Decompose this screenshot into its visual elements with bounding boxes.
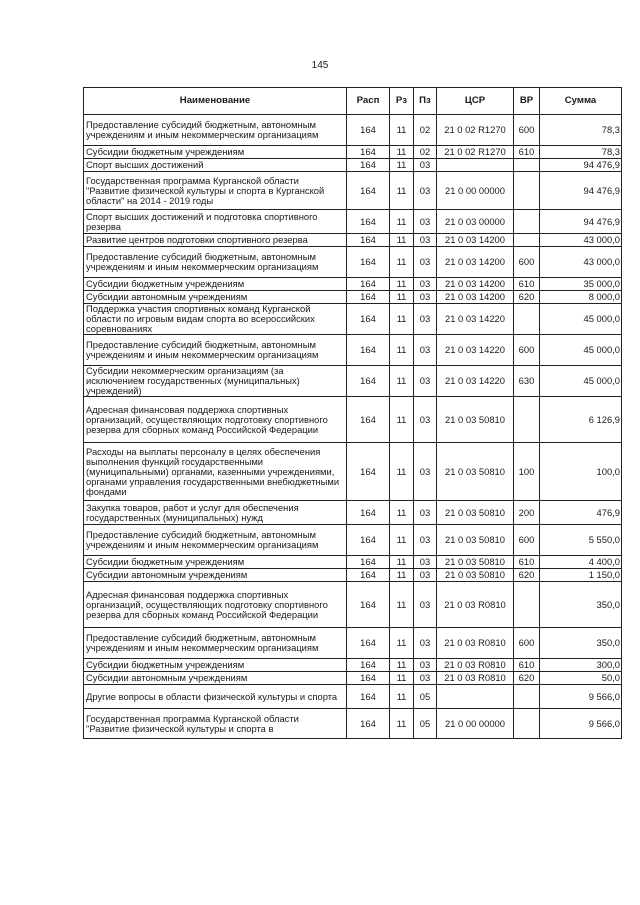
row-csr: 21 0 03 50810 — [437, 556, 514, 569]
row-vr: 620 — [514, 291, 540, 304]
row-vr — [514, 582, 540, 628]
row-sum: 476,9 — [540, 501, 622, 525]
row-sum: 8 000,0 — [540, 291, 622, 304]
row-sum: 43 000,0 — [540, 234, 622, 247]
row-csr: 21 0 03 R0810 — [437, 672, 514, 685]
row-csr: 21 0 03 R0810 — [437, 659, 514, 672]
row-csr: 21 0 03 14200 — [437, 247, 514, 278]
row-vr: 600 — [514, 247, 540, 278]
row-rasp: 164 — [347, 247, 390, 278]
row-pz: 03 — [414, 569, 437, 582]
row-name: Спорт высших достижений и подготовка спортивного резерва — [84, 210, 347, 234]
row-rz: 11 — [390, 685, 414, 709]
row-name: Субсидии бюджетным учреждениям — [84, 278, 347, 291]
row-csr: 21 0 03 50810 — [437, 501, 514, 525]
table-header-row — [84, 88, 622, 115]
row-sum: 50,0 — [540, 672, 622, 685]
row-rasp: 164 — [347, 582, 390, 628]
row-rasp: 164 — [347, 159, 390, 172]
table-row — [84, 291, 622, 304]
row-vr — [514, 172, 540, 210]
row-csr: 21 0 03 R0810 — [437, 582, 514, 628]
row-pz: 03 — [414, 335, 437, 366]
row-csr — [437, 685, 514, 709]
table-row — [84, 397, 622, 443]
row-rasp: 164 — [347, 115, 390, 146]
row-sum: 45 000,0 — [540, 304, 622, 335]
row-pz: 03 — [414, 291, 437, 304]
row-sum: 45 000,0 — [540, 335, 622, 366]
row-rasp: 164 — [347, 172, 390, 210]
row-csr: 21 0 03 50810 — [437, 525, 514, 556]
row-name: Предоставление субсидий бюджетным, автономным учреждениям и иным некоммерческим организациям — [84, 628, 347, 659]
row-name: Государственная программа Курганской области "Развитие физической культуры и спорта в — [84, 709, 347, 739]
row-csr: 21 0 03 50810 — [437, 397, 514, 443]
row-name: Субсидии бюджетным учреждениям — [84, 659, 347, 672]
row-vr: 600 — [514, 335, 540, 366]
row-pz: 02 — [414, 115, 437, 146]
row-rz: 11 — [390, 234, 414, 247]
row-vr — [514, 304, 540, 335]
table-row — [84, 443, 622, 501]
row-rasp: 164 — [347, 291, 390, 304]
col-header-name: Наименование — [84, 88, 347, 115]
table-row — [84, 569, 622, 582]
row-vr: 610 — [514, 278, 540, 291]
table-row — [84, 278, 622, 291]
row-csr: 21 0 03 50810 — [437, 443, 514, 501]
table-row — [84, 556, 622, 569]
row-name: Предоставление субсидий бюджетным, автономным учреждениям и иным некоммерческим организациям — [84, 247, 347, 278]
row-rz: 11 — [390, 304, 414, 335]
row-sum: 94 476,9 — [540, 210, 622, 234]
row-csr: 21 0 02 R1270 — [437, 146, 514, 159]
row-rasp: 164 — [347, 146, 390, 159]
row-csr: 21 0 03 R0810 — [437, 628, 514, 659]
row-rasp: 164 — [347, 234, 390, 247]
table-row — [84, 628, 622, 659]
table-row — [84, 210, 622, 234]
row-pz: 03 — [414, 304, 437, 335]
row-sum: 350,0 — [540, 582, 622, 628]
col-header-csr: ЦСР — [437, 88, 514, 115]
row-sum: 43 000,0 — [540, 247, 622, 278]
row-name: Предоставление субсидий бюджетным, автономным учреждениям и иным некоммерческим организациям — [84, 335, 347, 366]
row-name: Закупка товаров, работ и услуг для обеспечения государственных (муниципальных) нужд — [84, 501, 347, 525]
row-rz: 11 — [390, 582, 414, 628]
row-csr: 21 0 03 14200 — [437, 291, 514, 304]
row-rasp: 164 — [347, 278, 390, 291]
row-vr — [514, 397, 540, 443]
row-vr: 620 — [514, 569, 540, 582]
row-rasp: 164 — [347, 685, 390, 709]
row-pz: 05 — [414, 709, 437, 739]
table-row — [84, 582, 622, 628]
row-sum: 4 400,0 — [540, 556, 622, 569]
row-rz: 11 — [390, 556, 414, 569]
table-body — [84, 115, 622, 739]
row-sum: 94 476,9 — [540, 159, 622, 172]
row-rasp: 164 — [347, 366, 390, 397]
table-row — [84, 234, 622, 247]
row-rasp: 164 — [347, 501, 390, 525]
row-sum: 9 566,0 — [540, 685, 622, 709]
table-row — [84, 672, 622, 685]
row-pz: 03 — [414, 556, 437, 569]
table-row — [84, 501, 622, 525]
col-header-rasp: Расп — [347, 88, 390, 115]
row-name: Государственная программа Курганской области "Развитие физической культуры и спорта в Курганской области" на 2014 - 2019 годы — [84, 172, 347, 210]
row-sum: 300,0 — [540, 659, 622, 672]
row-pz: 03 — [414, 366, 437, 397]
row-name: Субсидии автономным учреждениям — [84, 672, 347, 685]
table-row — [84, 685, 622, 709]
row-rasp: 164 — [347, 672, 390, 685]
row-rasp: 164 — [347, 556, 390, 569]
table-row — [84, 159, 622, 172]
row-pz: 03 — [414, 210, 437, 234]
row-pz: 03 — [414, 172, 437, 210]
budget-table — [83, 87, 622, 739]
row-csr: 21 0 03 50810 — [437, 569, 514, 582]
row-rz: 11 — [390, 709, 414, 739]
row-pz: 03 — [414, 397, 437, 443]
row-rz: 11 — [390, 247, 414, 278]
row-name: Предоставление субсидий бюджетным, автономным учреждениям и иным некоммерческим организациям — [84, 525, 347, 556]
row-rz: 11 — [390, 525, 414, 556]
row-name: Субсидии некоммерческим организациям (за исключением государственных (муниципальных) учреждений) — [84, 366, 347, 397]
table-row — [84, 115, 622, 146]
row-pz: 03 — [414, 628, 437, 659]
row-name: Другие вопросы в области физической культуры и спорта — [84, 685, 347, 709]
row-rz: 11 — [390, 366, 414, 397]
row-rz: 11 — [390, 569, 414, 582]
row-rasp: 164 — [347, 210, 390, 234]
row-name: Субсидии автономным учреждениям — [84, 291, 347, 304]
row-rz: 11 — [390, 172, 414, 210]
row-sum: 6 126,9 — [540, 397, 622, 443]
row-name: Спорт высших достижений — [84, 159, 347, 172]
table-row — [84, 659, 622, 672]
col-header-vr: ВР — [514, 88, 540, 115]
row-vr — [514, 234, 540, 247]
row-rasp: 164 — [347, 709, 390, 739]
row-sum: 45 000,0 — [540, 366, 622, 397]
row-csr: 21 0 03 14220 — [437, 304, 514, 335]
row-pz: 02 — [414, 146, 437, 159]
row-pz: 03 — [414, 159, 437, 172]
table-row — [84, 247, 622, 278]
row-vr: 620 — [514, 672, 540, 685]
row-rasp: 164 — [347, 443, 390, 501]
row-vr — [514, 159, 540, 172]
row-sum: 1 150,0 — [540, 569, 622, 582]
row-vr: 630 — [514, 366, 540, 397]
col-header-rz: Рз — [390, 88, 414, 115]
table-row — [84, 172, 622, 210]
row-rz: 11 — [390, 210, 414, 234]
row-rz: 11 — [390, 501, 414, 525]
row-name: Адресная финансовая поддержка спортивных организаций, осуществляющих подготовку спортивного резерва для сборных команд Российской Федерации — [84, 397, 347, 443]
row-name: Расходы на выплаты персоналу в целях обеспечения выполнения функций государственными (муниципальными) органами, казенными учреждениями, органами управления государственными внебюджетными фондами — [84, 443, 347, 501]
row-pz: 03 — [414, 443, 437, 501]
row-name: Предоставление субсидий бюджетным, автономным учреждениям и иным некоммерческим организациям — [84, 115, 347, 146]
row-sum: 9 566,0 — [540, 709, 622, 739]
row-pz: 05 — [414, 685, 437, 709]
row-csr: 21 0 03 14200 — [437, 234, 514, 247]
table-row — [84, 366, 622, 397]
col-header-sum: Сумма — [540, 88, 622, 115]
row-sum: 78,3 — [540, 115, 622, 146]
row-rasp: 164 — [347, 397, 390, 443]
row-rz: 11 — [390, 397, 414, 443]
row-csr: 21 0 00 00000 — [437, 709, 514, 739]
table-row — [84, 709, 622, 739]
row-vr: 600 — [514, 525, 540, 556]
row-pz: 03 — [414, 582, 437, 628]
table-row — [84, 525, 622, 556]
row-sum: 100,0 — [540, 443, 622, 501]
row-vr: 600 — [514, 115, 540, 146]
row-name: Субсидии бюджетным учреждениям — [84, 146, 347, 159]
row-csr: 21 0 03 00000 — [437, 210, 514, 234]
row-pz: 03 — [414, 501, 437, 525]
row-csr: 21 0 00 00000 — [437, 172, 514, 210]
row-vr: 610 — [514, 146, 540, 159]
row-rasp: 164 — [347, 659, 390, 672]
row-rz: 11 — [390, 672, 414, 685]
row-name: Субсидии автономным учреждениям — [84, 569, 347, 582]
row-name: Адресная финансовая поддержка спортивных организаций, осуществляющих подготовку спортивного резерва для сборных команд Российской Федерации — [84, 582, 347, 628]
row-rasp: 164 — [347, 304, 390, 335]
row-rasp: 164 — [347, 628, 390, 659]
row-rasp: 164 — [347, 335, 390, 366]
table-row — [84, 304, 622, 335]
table-row — [84, 335, 622, 366]
row-rz: 11 — [390, 335, 414, 366]
row-vr — [514, 210, 540, 234]
row-vr — [514, 709, 540, 739]
row-rasp: 164 — [347, 525, 390, 556]
row-sum: 350,0 — [540, 628, 622, 659]
row-rz: 11 — [390, 159, 414, 172]
col-header-pz: Пз — [414, 88, 437, 115]
row-vr: 610 — [514, 659, 540, 672]
row-csr: 21 0 02 R1270 — [437, 115, 514, 146]
row-rz: 11 — [390, 146, 414, 159]
page-number: 145 — [311, 60, 329, 71]
row-vr: 200 — [514, 501, 540, 525]
row-pz: 03 — [414, 247, 437, 278]
row-sum: 78,3 — [540, 146, 622, 159]
row-rz: 11 — [390, 443, 414, 501]
row-vr: 600 — [514, 628, 540, 659]
row-vr: 100 — [514, 443, 540, 501]
row-csr — [437, 159, 514, 172]
row-rz: 11 — [390, 278, 414, 291]
row-pz: 03 — [414, 659, 437, 672]
table-row — [84, 146, 622, 159]
row-name: Поддержка участия спортивных команд Курганской области по игровым видам спорта во всероссийских соревнованиях — [84, 304, 347, 335]
row-rz: 11 — [390, 291, 414, 304]
row-csr: 21 0 03 14220 — [437, 335, 514, 366]
row-vr — [514, 685, 540, 709]
row-csr: 21 0 03 14220 — [437, 366, 514, 397]
row-rz: 11 — [390, 628, 414, 659]
row-sum: 94 476,9 — [540, 172, 622, 210]
row-vr: 610 — [514, 556, 540, 569]
row-sum: 5 550,0 — [540, 525, 622, 556]
row-csr: 21 0 03 14200 — [437, 278, 514, 291]
row-pz: 03 — [414, 234, 437, 247]
row-pz: 03 — [414, 525, 437, 556]
row-pz: 03 — [414, 278, 437, 291]
row-rz: 11 — [390, 659, 414, 672]
row-rasp: 164 — [347, 569, 390, 582]
row-rz: 11 — [390, 115, 414, 146]
row-pz: 03 — [414, 672, 437, 685]
row-name: Развитие центров подготовки спортивного резерва — [84, 234, 347, 247]
row-name: Субсидии бюджетным учреждениям — [84, 556, 347, 569]
row-sum: 35 000,0 — [540, 278, 622, 291]
